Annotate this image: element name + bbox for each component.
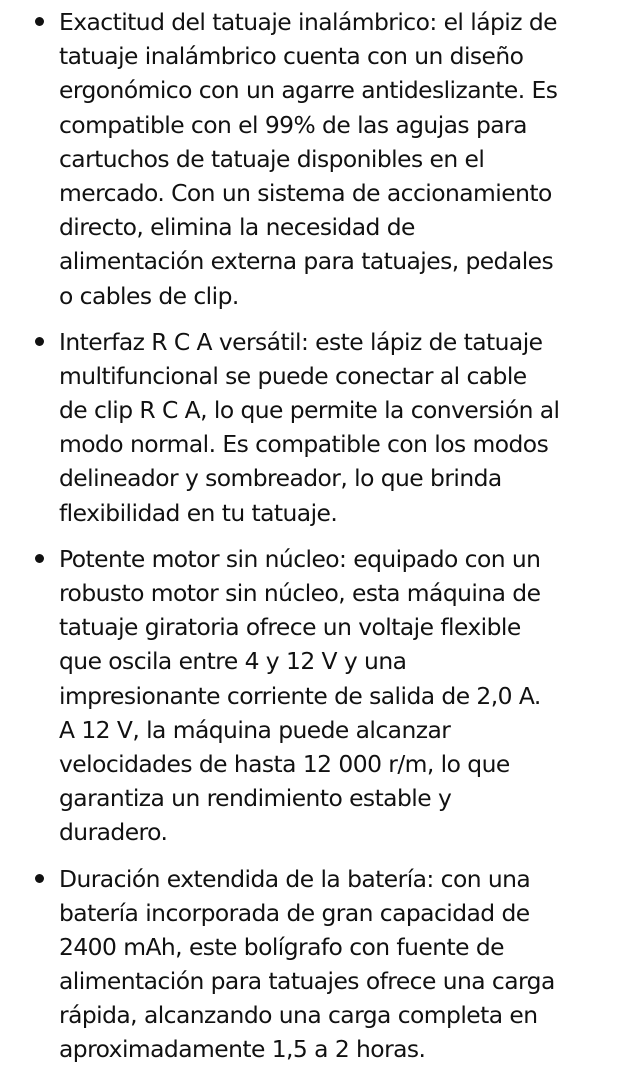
bullet-text-line: garantiza un rendimiento estable y xyxy=(59,784,452,813)
bullet-text-line: Potente motor sin núcleo: equipado con un xyxy=(59,544,541,573)
bullet-text-line: A 12 V, la máquina puede alcanzar xyxy=(59,715,451,744)
bullet-text-line: alimentación externa para tatuajes, pedales xyxy=(59,247,554,276)
bullet-text-line: velocidades de hasta 12 000 r/m, lo que xyxy=(59,749,510,778)
bullet-text-line: Duración extendida de la batería: con una xyxy=(59,864,531,893)
feature-bullet-coreless-motor xyxy=(0,542,640,850)
bullet-dot-icon xyxy=(35,17,44,26)
bullet-text-line: cartuchos de tatuaje disponibles en el xyxy=(59,144,485,173)
bullet-text-line: flexibilidad en tu tatuaje. xyxy=(59,498,338,527)
bullet-text-line: de clip R C A, lo que permite la conversión al xyxy=(59,396,560,425)
feature-bullet-list xyxy=(0,5,640,1067)
bullet-text-line: directo, elimina la necesidad de xyxy=(59,213,415,242)
feature-bullet-rca-interface xyxy=(0,325,640,530)
bullet-text-line: mercado. Con un sistema de accionamiento xyxy=(59,178,552,207)
bullet-text-line: compatible con el 99% de las agujas para xyxy=(59,110,527,139)
bullet-text-line: ergonómico con un agarre antideslizante. Es xyxy=(59,76,558,105)
bullet-text-line: Exactitud del tatuaje inalámbrico: el lápiz de xyxy=(59,8,557,36)
bullet-text-line: rápida, alcanzando una carga completa en xyxy=(59,1001,538,1030)
bullet-text-line: delineador y sombreador, lo que brinda xyxy=(59,464,502,493)
bullet-text-line: robusto motor sin núcleo, esta máquina de xyxy=(59,579,541,607)
bullet-text-line: o cables de clip. xyxy=(59,281,239,310)
bullet-text-line: aproximadamente 1,5 a 2 horas. xyxy=(59,1035,426,1064)
bullet-dot-icon xyxy=(35,337,44,346)
bullet-text-line: multifuncional se puede conectar al cable xyxy=(59,361,527,390)
bullet-dot-icon xyxy=(35,554,44,563)
bullet-text-line: batería incorporada de gran capacidad de xyxy=(59,898,530,927)
feature-bullet-wireless-accuracy xyxy=(0,5,640,313)
bullet-dot-icon xyxy=(35,874,44,883)
bullet-text-line: impresionante corriente de salida de 2,0 A. xyxy=(59,681,541,710)
bullet-text-line: alimentación para tatuajes ofrece una carga xyxy=(59,967,555,996)
bullet-text-line: Interfaz R C A versátil: este lápiz de tatuaje xyxy=(59,327,543,356)
bullet-text-line: tatuaje inalámbrico cuenta con un diseño xyxy=(59,42,524,71)
bullet-text-line: que oscila entre 4 y 12 V y una xyxy=(59,647,407,676)
bullet-text-line: tatuaje giratoria ofrece un voltaje flexible xyxy=(59,613,521,642)
bullet-text-line: 2400 mAh, este bolígrafo con fuente de xyxy=(59,932,504,961)
bullet-text-line: duradero. xyxy=(59,818,168,847)
bullet-text-line: modo normal. Es compatible con los modos xyxy=(59,430,549,459)
feature-bullet-battery-life xyxy=(0,862,640,1067)
